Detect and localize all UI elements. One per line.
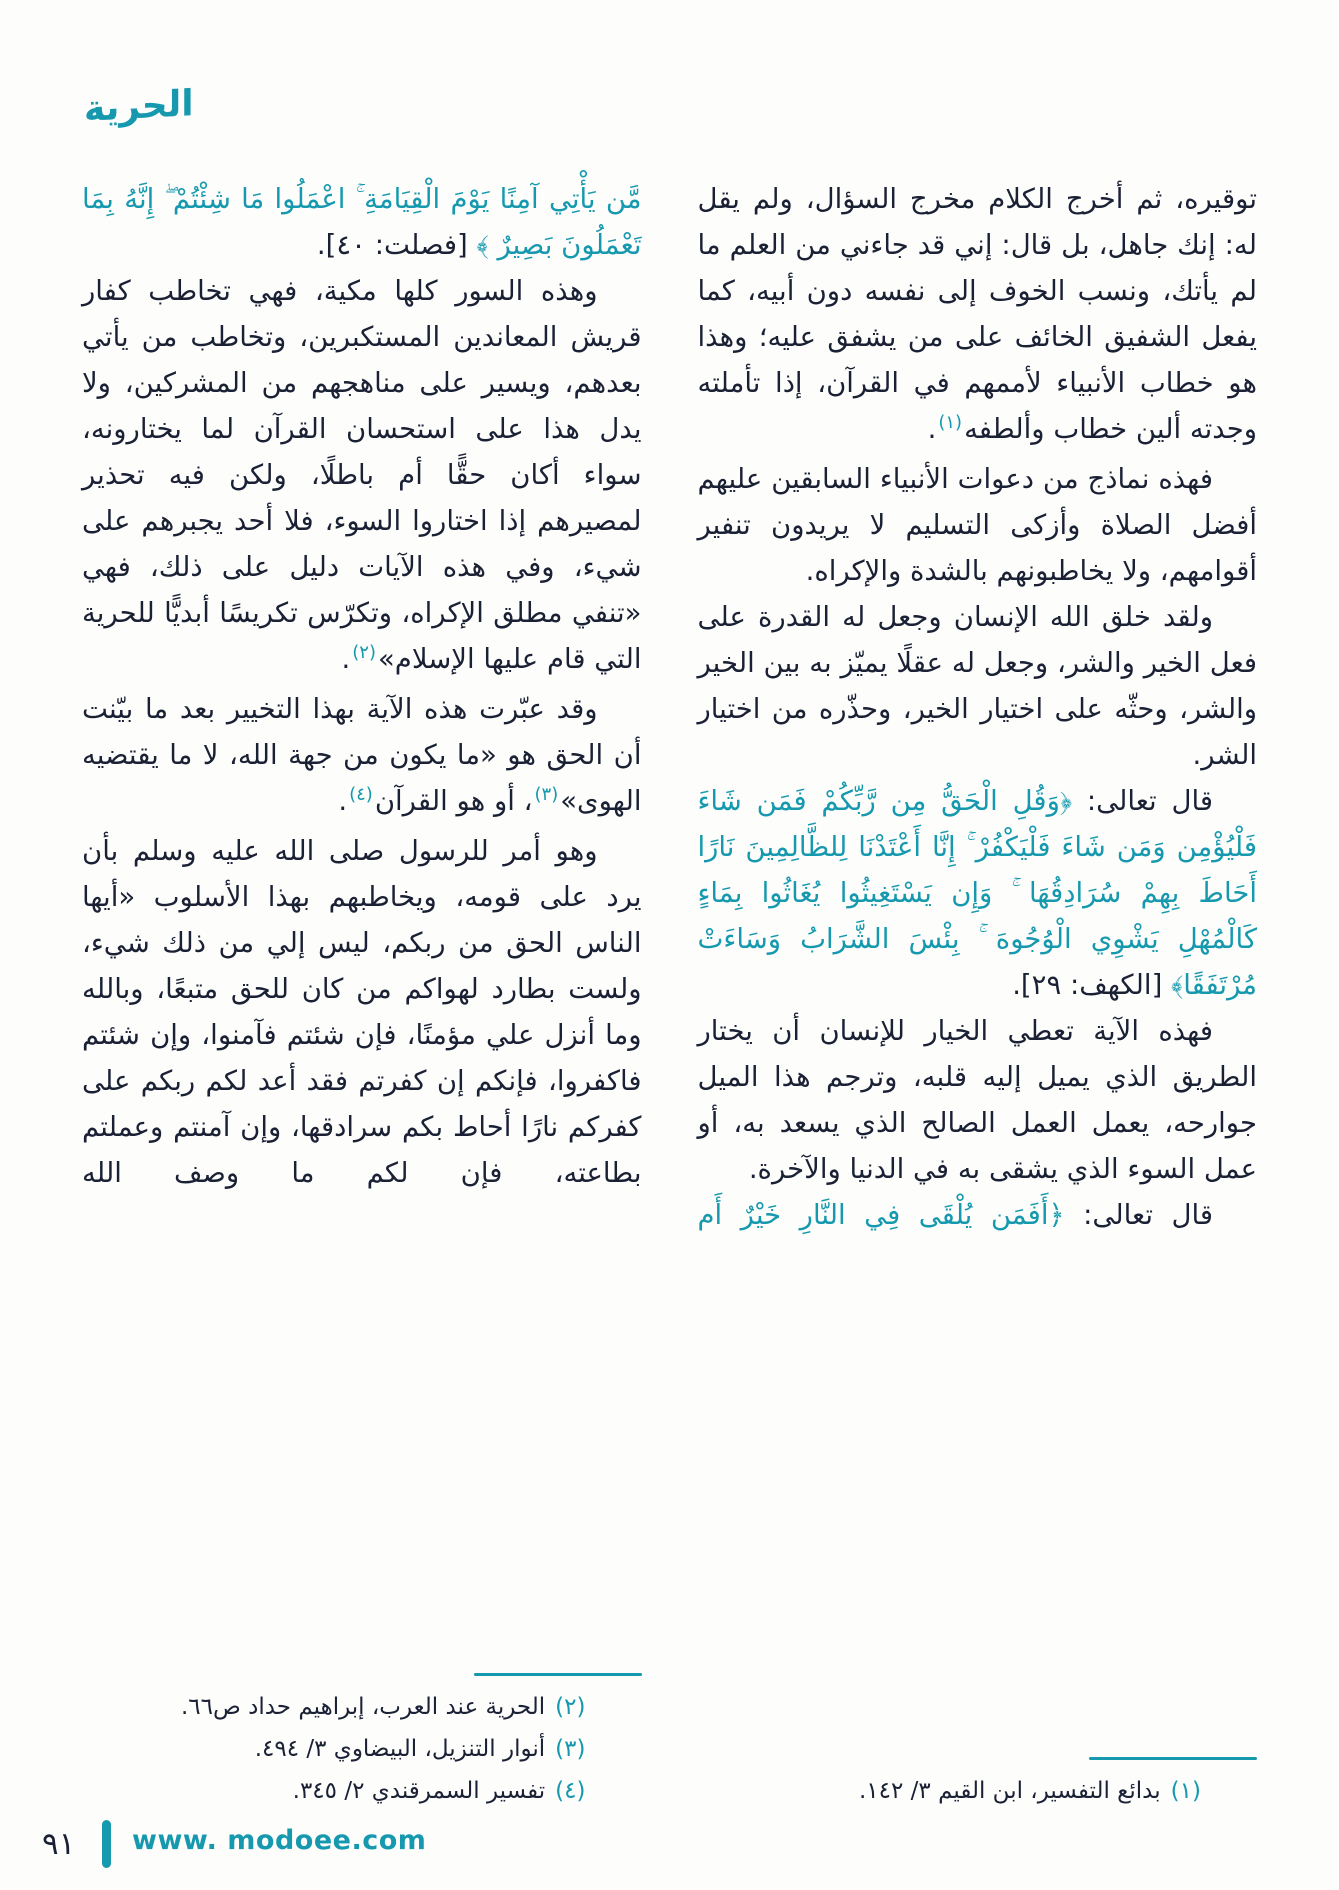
paragraph: فهذه نماذج من دعوات الأنبياء السابقين عليهم أفضل الصلاة وأزكى التسليم لا يريدون تنفير أقوامهم، ولا يخاطبونهم بالشدة والإكراه. <box>697 463 1257 587</box>
verse-intro: قال تعالى: <box>1072 785 1214 817</box>
paragraph <box>82 686 642 828</box>
footnotes-left <box>82 1673 642 1812</box>
footnote-ref-2: (٢) <box>352 642 376 663</box>
paragraph-text: وقد عبّرت هذه الآية بهذا التخيير بعد ما بيّنت أن الحق هو «ما يكون من جهة الله، لا ما يقتضيه الهوى» <box>82 693 642 817</box>
footnote-text: تفسير السمرقندي ٢/ ٣٤٥. <box>292 1778 546 1804</box>
paragraph: فهذه الآية تعطي الخيار للإنسان أن يختار الطريق الذي يميل إليه قلبه، وترجم هذا الميل جوارحه، يعمل العمل الصالح الذي يسعد به، أو عمل السوء الذي يشقى به في الدنيا والآخرة. <box>697 1015 1257 1185</box>
paragraph-text: . <box>338 785 348 817</box>
verse-reference: [فصلت: ٤٠]. <box>316 229 477 261</box>
footnote-ref-3: (٣) <box>534 784 559 805</box>
footnote-ref-4: (٤) <box>349 784 373 805</box>
paragraph <box>698 1192 1258 1238</box>
footnote <box>82 1770 642 1812</box>
site-url: www. modoee.com <box>132 1825 427 1856</box>
footnote-text: الحرية عند العرب، إبراهيم حداد ص٦٦. <box>180 1694 546 1720</box>
footnote <box>82 1686 642 1728</box>
paragraph-text: توقيره، ثم أخرج الكلام مخرج السؤال، ولم يقل له: إنك جاهل، بل قال: إني قد جاءني من العلم ما لم يأتك، ونسب الخوف إلى نفسه دون أبيه، كما يفعل الشفيق الخائف على من يشفق عليه؛ وهذا هو خطاب الأنبياء لأممهم في القرآن، إذا تأملته وجدته ألين خطاب وألطفه <box>697 183 1257 445</box>
paragraph-text: . <box>341 643 351 675</box>
page-number: ٩١ <box>42 1826 76 1862</box>
paragraph <box>82 268 642 686</box>
quran-verse-kahf: ﴿وَقُلِ الْحَقُّ مِن رَّبِّكُمْ فَمَن شَاءَ فَلْيُؤْمِن وَمَن شَاءَ فَلْيَكْفُرْ ۚ إِنَّا أَعْتَدْنَا لِلظَّالِمِينَ نَارًا أَحَاطَ بِهِمْ سُرَادِقُهَا ۚ وَإِن يَسْتَغِيثُوا يُغَاثُوا بِمَاءٍ كَالْمُهْلِ يَشْوِي الْوُجُوهَ ۚ بِئْسَ الشَّرَابُ وَسَاءَتْ مُرْتَفَقًا﴾ <box>697 785 1257 1001</box>
column-left <box>82 176 642 1812</box>
footnote-number: (٤) <box>555 1778 586 1804</box>
verse-reference: [الكهف: ٢٩]. <box>1012 969 1172 1001</box>
page-body <box>82 176 1257 1812</box>
verse-intro: قال تعالى: <box>1064 1199 1213 1231</box>
quran-verse-fussilat: مَّن يَأْتِي آمِنًا يَوْمَ الْقِيَامَةِ ۚ اعْمَلُوا مَا شِئْتُمْ ۖ إِنَّهُ بِمَا تَعْمَلُونَ بَصِيرٌ ﴾ <box>82 183 642 261</box>
publisher-logo: الحرية <box>84 83 194 130</box>
paragraph <box>698 176 1258 456</box>
footnote-number: (٣) <box>555 1736 586 1762</box>
footnote-text: بدائع التفسير، ابن القيم ٣/ ١٤٢. <box>858 1778 1161 1804</box>
paragraph: ولقد خلق الله الإنسان وجعل له القدرة على فعل الخير والشر، وجعل له عقلًا يميّز به بين الخير والشر، وحثّه على اختيار الخير، وحذّره من اختيار الشر. <box>697 601 1257 771</box>
footnote <box>698 1770 1258 1812</box>
footnote <box>82 1728 642 1770</box>
paragraph <box>82 176 642 268</box>
paragraph-text: . <box>927 413 937 445</box>
quran-verse-continuing: ﴿أَفَمَن يُلْقَى فِي النَّارِ خَيْرٌ أَم <box>697 1199 1065 1231</box>
footnote-divider <box>474 1673 642 1676</box>
paragraph <box>698 778 1258 1008</box>
footnote-number: (٢) <box>555 1694 586 1720</box>
footnote-number: (١) <box>1170 1778 1201 1804</box>
footnote-ref-1: (١) <box>938 412 963 433</box>
footnotes-right <box>698 1757 1258 1812</box>
paragraph-text: وهذه السور كلها مكية، فهي تخاطب كفار قريش المعاندين المستكبرين، وتخاطب من يأتي بعدهم، ويسير على مناهجهم من المشركين، ولا يدل هذا على استحسان القرآن لما يختارونه، سواء أكان حقًّا أم باطلًا، ولكن فيه تحذير لمصيرهم إذا اختاروا السوء، فلا أحد يجبرهم على شيء، وفي هذه الآيات دليل على ذلك، فهي «تنفي مطلق الإكراه، وتكرّس تكريسًا أبديًّا للحرية التي قام عليها الإسلام» <box>82 275 642 675</box>
paragraph-text: ، أو هو القرآن <box>374 785 533 817</box>
column-right <box>698 176 1258 1812</box>
footer-divider-bar <box>102 1820 111 1868</box>
footnote-divider <box>1089 1757 1257 1760</box>
footnote-text: أنوار التنزيل، البيضاوي ٣/ ٤٩٤. <box>254 1736 546 1762</box>
paragraph: وهو أمر للرسول صلى الله عليه وسلم بأن يرد على قومه، ويخاطبهم بهذا الأسلوب «أيها الناس الحق من ربكم، ليس إلي من ذلك شيء، ولست بطارد لهواكم من كان للحق متبعًا، وبالله وما أنزل علي مؤمنًا، فإن شئتم فآمنوا، وإن شئتم فاكفروا، فإنكم إن كفرتم فقد أعد لكم ربكم على كفركم نارًا أحاط بكم سرادقها، وإن آمنتم وعملتم بطاعته، فإن لكم ما وصف الله <box>82 835 642 1189</box>
